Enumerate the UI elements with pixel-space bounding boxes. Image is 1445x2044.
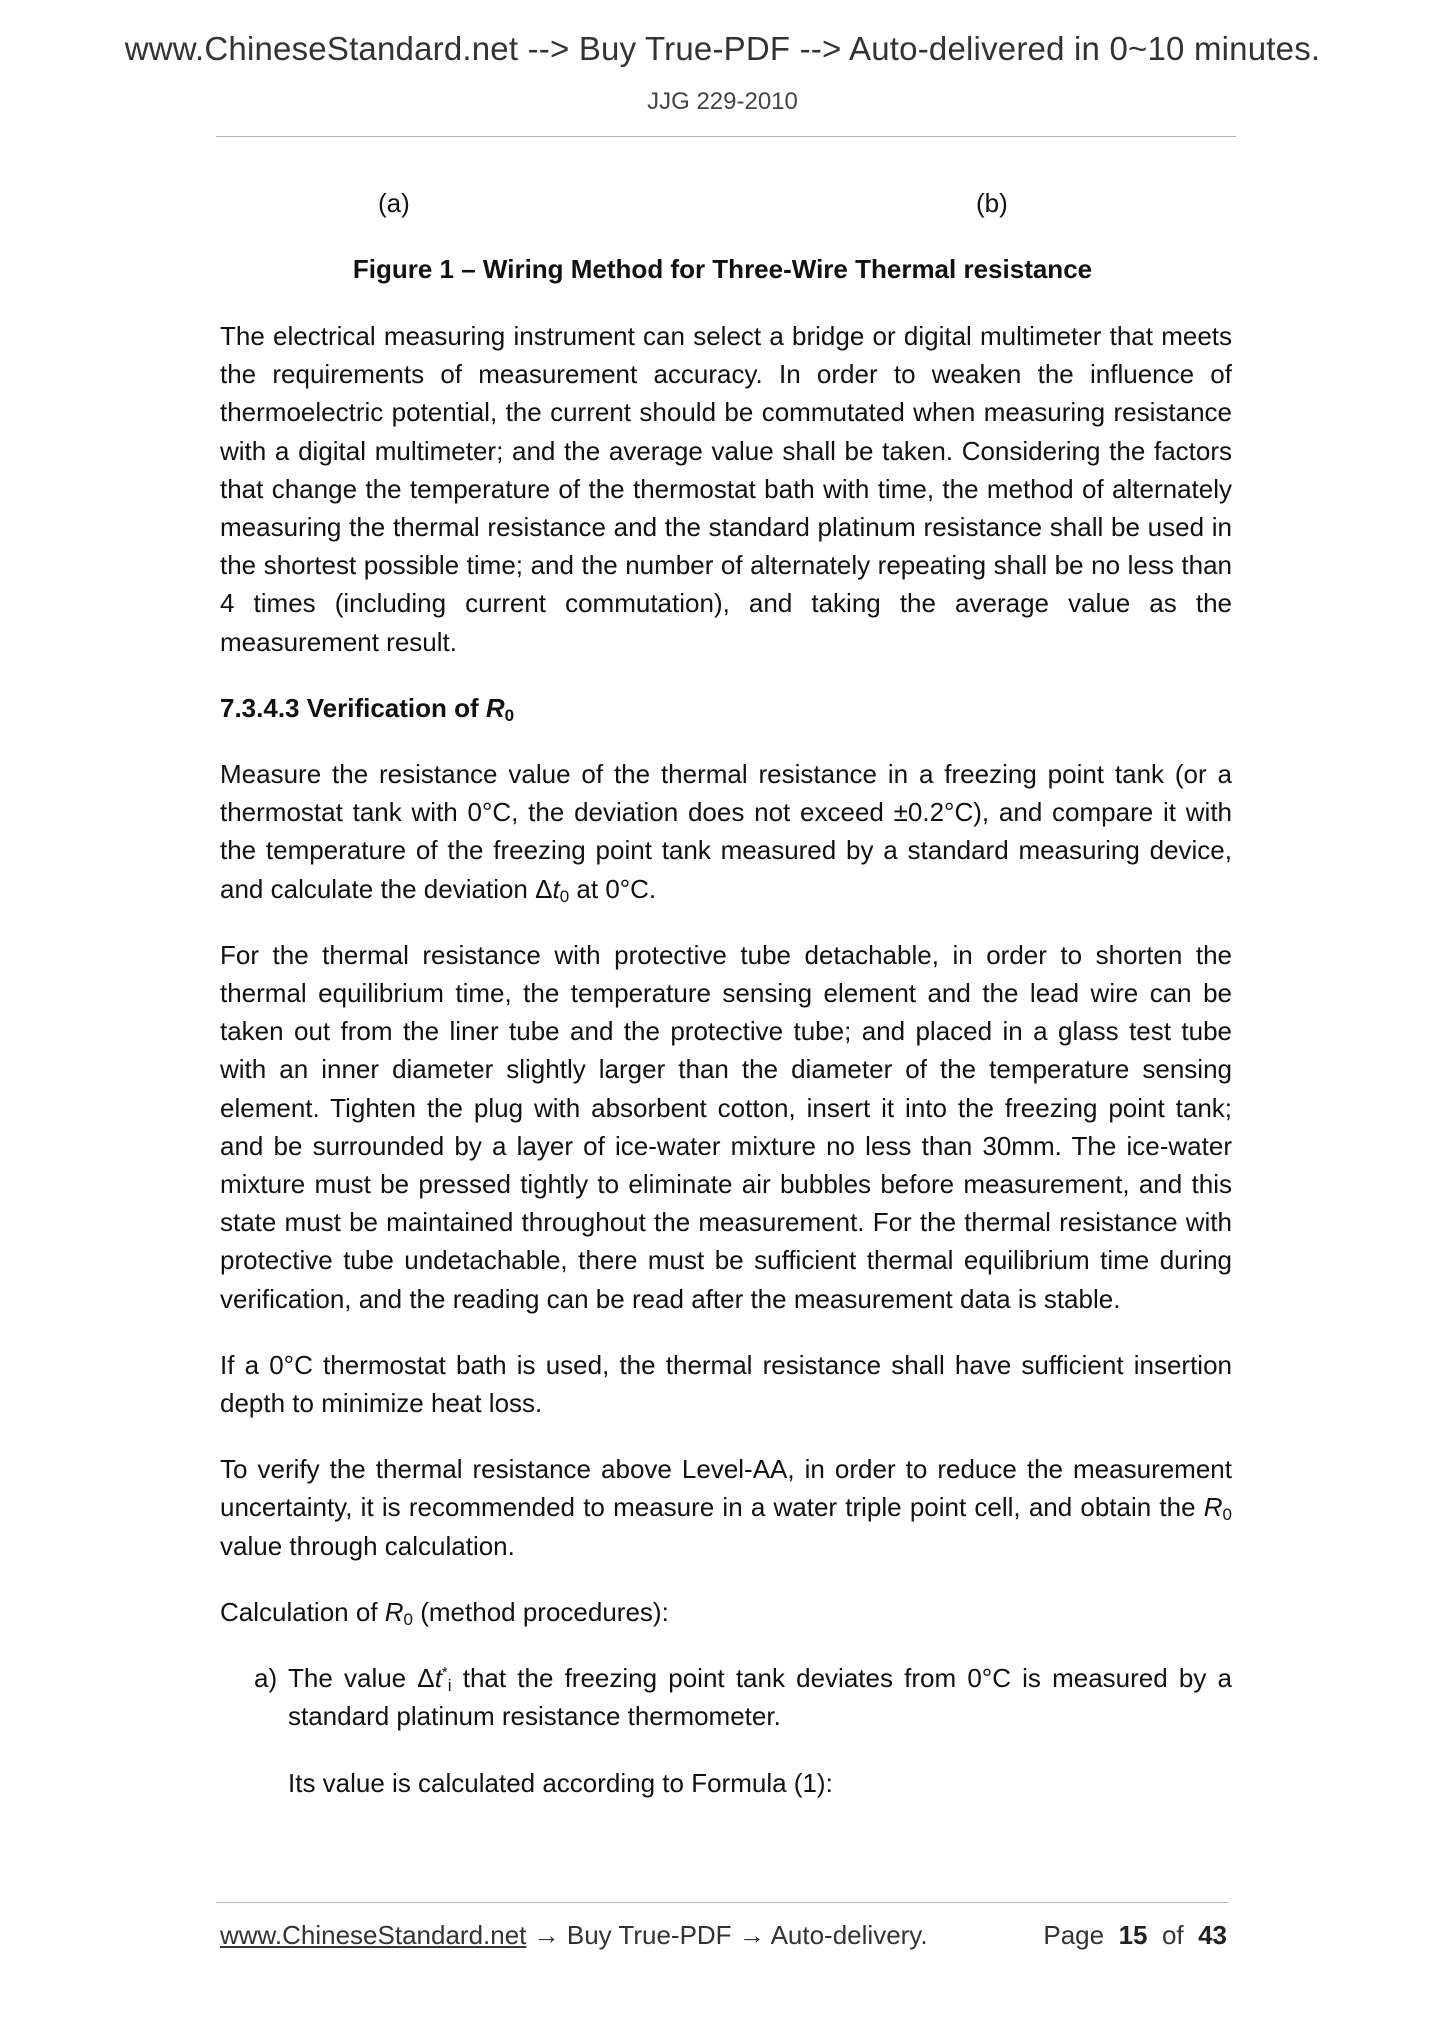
- paragraph-freezing-point-text: Measure the resistance value of the thermal resistance in a freezing point tank (or a thermostat tank with 0°C, the deviation does not exceed ±0.2°C), and compare it with the temperature of the freezing point tank measured by a standard measuring device, and calculate the deviation Δ: [220, 759, 1232, 904]
- page-footer: [220, 1920, 1232, 1951]
- symbol-ti-superscript: *: [441, 1664, 448, 1682]
- page-label: Page: [1043, 1920, 1105, 1950]
- paragraph-calculation: [220, 1593, 1232, 1631]
- figure-sublabel-a: (a): [378, 188, 410, 218]
- footer-tagline: → Buy True-PDF → Auto-delivery.: [526, 1920, 928, 1950]
- section-heading-subscript: 0: [504, 705, 515, 725]
- paragraph-calculation-end: (method procedures):: [413, 1596, 669, 1627]
- document-id: JJG 229-2010: [647, 88, 798, 115]
- symbol-r-calc: R: [384, 1596, 404, 1627]
- figure-sublabel-b: (b): [976, 188, 1008, 218]
- page-current: 15: [1118, 1920, 1148, 1950]
- list-marker-a: a): [254, 1663, 278, 1694]
- formula-intro: Its value is calculated according to Formula (1):: [288, 1767, 833, 1798]
- page-indicator: [1043, 1920, 1227, 1951]
- symbol-r: R: [1203, 1492, 1223, 1523]
- symbol-r-subscript: 0: [1222, 1505, 1232, 1525]
- list-item-a: [254, 1659, 1232, 1735]
- symbol-t-subscript: 0: [559, 886, 570, 906]
- page-of: of: [1161, 1920, 1184, 1950]
- section-heading-symbol: R: [485, 692, 505, 723]
- symbol-r-calc-subscript: 0: [403, 1609, 414, 1629]
- paragraph-triple-point: [220, 1450, 1232, 1565]
- section-heading-text: 7.3.4.3 Verification of: [220, 692, 486, 723]
- symbol-ti: t: [434, 1663, 442, 1694]
- header-divider: [216, 136, 1236, 137]
- document-body: [220, 317, 1232, 1802]
- paragraph-measuring-instrument: The electrical measuring instrument can select a bridge or digital multimeter that meets the requirements of measurement accuracy. In order to weaken the influence of thermoelectric potential, the current should be commutated when measuring resistance with a digital multimeter; and the average value shall be taken. Considering the factors that change the temperature of the thermostat bath with time, the method of alternately measuring the thermal resistance and the standard platinum resistance shall be used in the shortest possible time; and the number of alternately repeating shall be no less than 4 times (including current commutation), and taking the average value as the measurement result.: [220, 321, 1232, 657]
- footer-site-link[interactable]: www.ChineseStandard.net: [220, 1920, 527, 1950]
- paragraph-triple-point-text: To verify the thermal resistance above Level-AA, in order to reduce the measurement uncertainty, it is recommended to measure in a water triple point cell, and obtain the: [220, 1454, 1232, 1523]
- page-total: 43: [1198, 1920, 1227, 1950]
- footer-divider: [216, 1902, 1228, 1903]
- paragraph-freezing-point-end: at 0°C.: [569, 873, 657, 904]
- paragraph-freezing-point: [220, 755, 1232, 908]
- list-item-a-post: that the freezing point tank deviates from 0°C is measured by a standard platinum resistance thermometer.: [288, 1663, 1232, 1732]
- paragraph-triple-point-end: value through calculation.: [220, 1530, 515, 1561]
- top-banner: www.ChineseStandard.net --> Buy True-PDF --> Auto-delivered in 0~10 minutes.: [124, 30, 1321, 67]
- figure-caption: Figure 1 – Wiring Method for Three-Wire Thermal resistance: [352, 254, 1093, 284]
- paragraph-thermostat-bath: If a 0°C thermostat bath is used, the thermal resistance shall have sufficient insertion depth to minimize heat loss.: [220, 1349, 1232, 1419]
- list-item-a-pre: The value Δ: [288, 1663, 435, 1694]
- symbol-t: t: [552, 873, 560, 904]
- paragraph-calculation-text: Calculation of: [220, 1596, 385, 1627]
- paragraph-protective-tube: For the thermal resistance with protective tube detachable, in order to shorten the thermal equilibrium time, the temperature sensing element and the lead wire can be taken out from the liner tube and the protective tube; and placed in a glass test tube with an inner diameter slightly larger than the diameter of the temperature sensing element. Tighten the plug with absorbent cotton, insert it into the freezing point tank; and be surrounded by a layer of ice-water mixture no less than 30mm. The ice-water mixture must be pressed tightly to eliminate air bubbles before measurement, and this state must be maintained throughout the measurement. For the thermal resistance with protective tube undetachable, there must be sufficient thermal equilibrium time during verification, and the reading can be read after the measurement data is stable.: [220, 939, 1232, 1314]
- symbol-ti-subscript: i: [447, 1676, 452, 1696]
- section-heading: [220, 689, 1232, 727]
- list-item-a-text: [288, 1659, 1232, 1735]
